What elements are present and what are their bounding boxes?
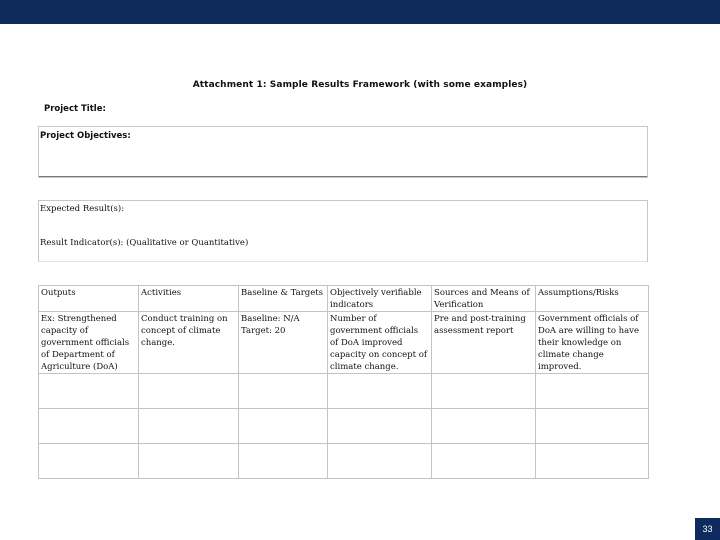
empty-cell xyxy=(328,409,432,444)
header-verification: Sources and Means of Verification xyxy=(432,286,536,312)
empty-cell xyxy=(536,444,649,479)
empty-cell xyxy=(139,444,239,479)
page-number: 33 xyxy=(695,518,720,540)
cell-baseline-targets: Baseline: N/A Target: 20 xyxy=(239,312,328,374)
result-indicators-label: Result Indicator(s): (Qualitative or Quantitative) xyxy=(40,238,249,248)
empty-cell xyxy=(328,374,432,409)
document-title: Attachment 1: Sample Results Framework (with some examples) xyxy=(192,80,528,90)
empty-cell xyxy=(328,444,432,479)
table-header-row xyxy=(39,286,649,312)
cell-assumptions: Government officials of DoA are willing to have their knowledge on climate change improved. xyxy=(536,312,649,374)
table-row xyxy=(39,409,649,444)
top-banner xyxy=(0,0,720,24)
header-baseline-targets: Baseline & Targets xyxy=(239,286,328,312)
empty-cell xyxy=(432,409,536,444)
empty-cell xyxy=(139,409,239,444)
empty-cell xyxy=(239,409,328,444)
table-row xyxy=(39,312,649,374)
cell-outputs: Ex: Strengthened capacity of government officials of Department of Agriculture (DoA) xyxy=(39,312,139,374)
project-title-label: Project Title: xyxy=(44,104,106,114)
empty-cell xyxy=(39,409,139,444)
results-divider xyxy=(39,261,647,262)
empty-cell xyxy=(536,409,649,444)
project-objectives-label: Project Objectives: xyxy=(40,131,131,141)
header-activities: Activities xyxy=(139,286,239,312)
header-assumptions: Assumptions/Risks xyxy=(536,286,649,312)
table-row xyxy=(39,444,649,479)
empty-cell xyxy=(239,374,328,409)
empty-cell xyxy=(239,444,328,479)
header-indicators: Objectively verifiable indicators xyxy=(328,286,432,312)
empty-cell xyxy=(139,374,239,409)
cell-verification: Pre and post-training assessment report xyxy=(432,312,536,374)
results-framework-table xyxy=(38,285,649,479)
expected-results-box xyxy=(38,200,648,262)
project-objectives-box xyxy=(38,126,648,178)
cell-activities: Conduct training on concept of climate change. xyxy=(139,312,239,374)
cell-indicators: Number of government officials of DoA improved capacity on concept of climate change. xyxy=(328,312,432,374)
empty-cell xyxy=(39,374,139,409)
expected-results-label: Expected Result(s): xyxy=(40,204,125,214)
empty-cell xyxy=(39,444,139,479)
empty-cell xyxy=(536,374,649,409)
header-outputs: Outputs xyxy=(39,286,139,312)
table-row xyxy=(39,374,649,409)
empty-cell xyxy=(432,444,536,479)
objectives-divider xyxy=(39,176,647,177)
empty-cell xyxy=(432,374,536,409)
